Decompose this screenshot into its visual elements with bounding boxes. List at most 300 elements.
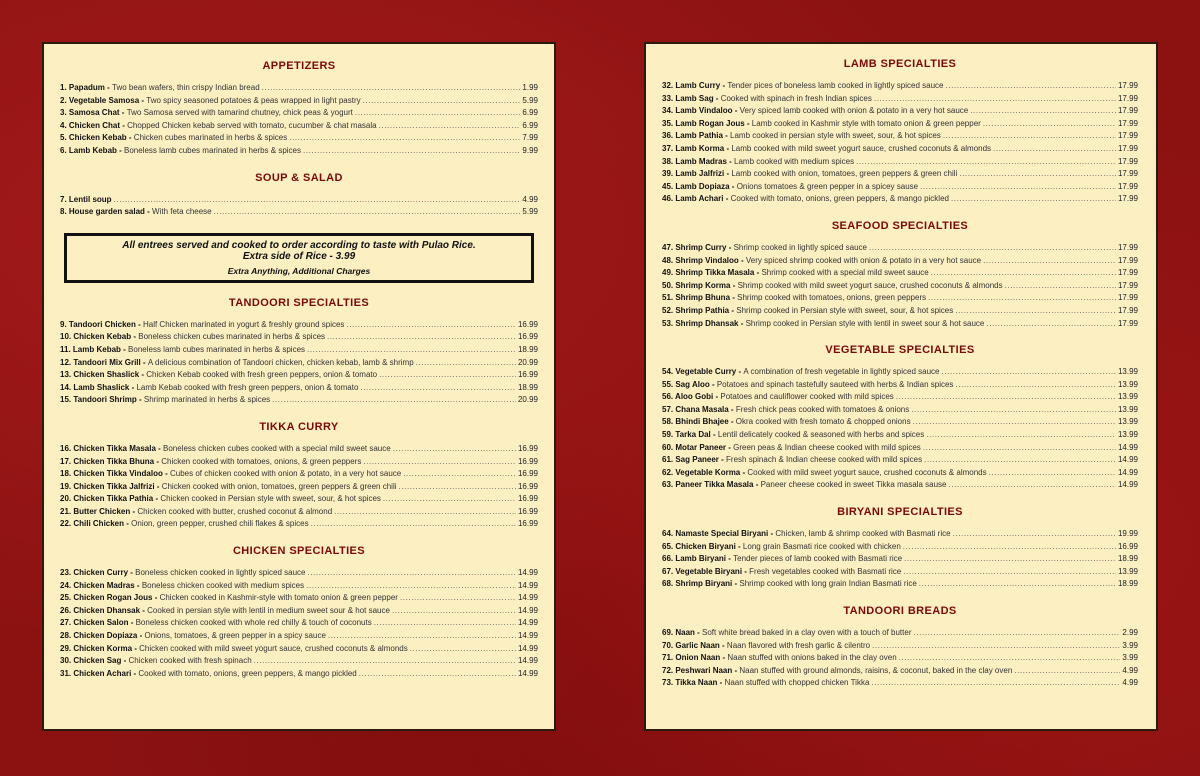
separator: -	[154, 456, 162, 466]
menu-item-name: 39. Lamb Jalfrizi	[662, 169, 725, 179]
separator: -	[128, 568, 136, 578]
dot-leader	[942, 366, 1116, 379]
menu-item-price: 14.99	[517, 568, 538, 578]
menu-item-description: Shrimp cooked in Persian style with lentil in sweet sour & hot sauce	[745, 318, 985, 328]
menu-item	[662, 404, 1138, 417]
menu-item	[60, 617, 538, 630]
separator: -	[726, 442, 734, 452]
dot-leader	[953, 528, 1116, 541]
dot-leader	[379, 369, 516, 382]
menu-item-name: 54. Vegetable Curry	[662, 367, 737, 377]
dot-leader	[262, 82, 521, 95]
menu-item-name: 21. Butter Chicken	[60, 506, 131, 516]
separator: -	[717, 678, 725, 688]
menu-item-price: 13.99	[1117, 367, 1138, 377]
dot-leader	[856, 156, 1116, 169]
separator: -	[713, 392, 721, 402]
menu-item	[662, 168, 1138, 181]
menu-item-name: 63. Paneer Tikka Masala	[662, 480, 754, 490]
dot-leader	[214, 206, 521, 219]
section-breads	[662, 605, 1138, 690]
menu-item	[60, 580, 538, 593]
dot-leader	[959, 168, 1116, 181]
menu-item	[662, 255, 1138, 268]
dot-leader	[993, 143, 1116, 156]
section-title: BIRYANI SPECIALTIES	[837, 506, 963, 519]
entree-note-line1: All entrees served and cooked to order according to taste with Pulao Rice.	[122, 239, 476, 251]
menu-item	[60, 630, 538, 643]
menu-item-description: Cooked with tomato, onions, green peppers, & mango pickled	[730, 194, 949, 204]
menu-item-price: 14.99	[517, 643, 538, 653]
dot-leader	[989, 467, 1116, 480]
menu-item-name: 4. Chicken Chat	[60, 120, 121, 130]
menu-item-price: 16.99	[517, 519, 538, 529]
menu-item-name: 18. Chicken Tikka Vindaloo	[60, 469, 163, 479]
menu-item-description: Long grain Basmati rice cooked with chicken	[742, 541, 901, 551]
menu-item-description: Onions tomatoes & green pepper in a spicey sause	[736, 181, 919, 191]
menu-item-price: 17.99	[1117, 143, 1138, 153]
dot-leader	[943, 130, 1116, 143]
dot-leader	[363, 456, 516, 469]
separator: -	[735, 541, 743, 551]
section-soup-salad	[60, 172, 538, 219]
menu-item-name: 27. Chicken Salon	[60, 618, 129, 628]
menu-item-price: 16.99	[517, 506, 538, 516]
menu-item	[662, 280, 1138, 293]
menu-item-description: Shrimp cooked with long grain Indian Basmati rice	[739, 579, 917, 589]
menu-item-name: 11. Lamb Kebab	[60, 344, 121, 354]
menu-item-name: 23. Chicken Curry	[60, 568, 129, 578]
menu-item-description: Boneless chicken cooked in lightly spiced sauce	[135, 568, 306, 578]
entree-note-line2: Extra side of Rice - 3.99	[242, 250, 356, 262]
menu-item-description: Tender pices of boneless lamb cooked in lightly spiced sauce	[727, 81, 944, 90]
menu-item	[662, 318, 1138, 331]
separator: -	[119, 108, 127, 118]
menu-item-price: 17.99	[1117, 106, 1138, 116]
dot-leader	[307, 567, 516, 580]
menu-item-price: 16.99	[517, 443, 538, 453]
menu-item-description: Shrimp marinated in herbs & spices	[143, 395, 271, 405]
dot-leader	[919, 578, 1116, 591]
menu-item-price: 2.99	[1122, 628, 1138, 637]
menu-item-name: 33. Lamb Sag	[662, 93, 714, 103]
menu-item-price: 18.99	[517, 344, 538, 354]
menu-item-description: Boneless lamb cubes marinated in herbs & spices	[128, 344, 306, 354]
menu-item-description: Lamb cooked with medium spices	[734, 156, 855, 166]
dot-leader	[254, 655, 516, 668]
menu-item-price: 13.99	[1117, 404, 1138, 414]
separator: -	[719, 640, 727, 650]
menu-item	[60, 668, 538, 681]
separator: -	[726, 242, 734, 252]
separator: -	[120, 120, 128, 130]
menu-item-name: 19. Chicken Tikka Jalfrizi	[60, 481, 155, 491]
menu-item-price: 1.99	[522, 83, 538, 92]
section-title: LAMB SPECIALTIES	[843, 58, 957, 70]
menu-item-price: 3.99	[1122, 640, 1138, 650]
menu-item-description: Shrimp cooked with a special mild sweet sauce	[761, 268, 929, 278]
menu-item-name: 58. Bhindi Bhajee	[662, 417, 729, 427]
menu-item	[662, 391, 1138, 404]
menu-item-price: 14.99	[1117, 467, 1138, 477]
section-title: TIKKA CURRY	[259, 420, 339, 433]
section-title: VEGETABLE SPECIALTIES	[825, 344, 975, 357]
menu-item-description: Two spicy seasoned potatoes & peas wrapped in light pastry	[146, 95, 361, 105]
separator: -	[152, 593, 160, 603]
menu-item-description: Two Samosa served with tamarind chutney, chick peas & yogurt	[126, 108, 353, 118]
dot-leader	[983, 255, 1116, 268]
separator: -	[738, 318, 746, 328]
menu-item	[60, 82, 538, 95]
separator: -	[732, 665, 740, 675]
menu-item-price: 14.99	[517, 580, 538, 590]
menu-item-price: 14.99	[517, 618, 538, 628]
separator: -	[120, 344, 129, 354]
menu-item	[662, 143, 1138, 156]
menu-item	[60, 331, 538, 344]
section-lamb	[662, 58, 1138, 206]
section-title: TANDOORI SPECIALTIES	[228, 296, 370, 309]
dot-leader	[359, 668, 516, 681]
dot-leader	[923, 442, 1116, 455]
menu-item-price: 14.99	[517, 668, 538, 678]
menu-item	[662, 467, 1138, 480]
dot-leader	[383, 493, 516, 506]
menu-item-name: 17. Chicken Tikka Bhuna	[60, 456, 155, 466]
dot-leader	[360, 382, 516, 395]
menu-item-name: 15. Tandoori Shrimp	[60, 395, 137, 405]
menu-item-name: 31. Chicken Achari	[60, 668, 132, 678]
dot-leader	[363, 95, 521, 108]
menu-item-price: 4.99	[522, 194, 538, 204]
menu-item-name: 12. Tandoori Mix Grill	[60, 357, 141, 367]
dot-leader	[874, 93, 1116, 106]
section-title: SOUP & SALAD	[255, 171, 343, 184]
menu-item	[662, 366, 1138, 379]
menu-item	[662, 454, 1138, 467]
menu-item-description: Okra cooked with fresh tomato & chopped onions	[735, 417, 911, 427]
separator: -	[154, 481, 162, 491]
separator: -	[718, 455, 727, 465]
menu-item-name: 20. Chicken Tikka Pathia	[60, 494, 154, 504]
menu-item	[60, 145, 538, 158]
menu-item-price: 13.99	[1117, 392, 1138, 402]
menu-item-description: Shrimp cooked in Persian style with sweet, sour, & hot spices	[736, 305, 954, 315]
separator: -	[155, 443, 164, 453]
menu-item-price: 14.99	[517, 593, 538, 603]
menu-item-price: 5.99	[522, 95, 538, 105]
menu-item-name: 32. Lamb Curry	[662, 81, 721, 90]
entree-note-line3: Extra Anything, Additional Charges	[227, 265, 371, 276]
dot-leader	[410, 643, 516, 656]
menu-item-description: Chicken cooked in Kashmir-style with tomato onion & green pepper	[159, 593, 398, 603]
menu-item-price: 13.99	[1117, 566, 1138, 576]
separator: -	[729, 305, 737, 315]
menu-item-description: Cooked with spinach in fresh Indian spices	[720, 93, 872, 103]
menu-item	[662, 305, 1138, 318]
menu-item	[60, 481, 538, 494]
menu-item	[662, 379, 1138, 392]
dot-leader	[913, 416, 1116, 429]
menu-item-name: 37. Lamb Korma	[662, 143, 725, 153]
menu-item-description: Naan stuffed with onions baked in the clay oven	[727, 653, 897, 663]
menu-item-description: Lentil delicately cooked & seasoned with herbs and spices	[717, 430, 925, 440]
menu-item	[60, 394, 538, 407]
menu-item	[662, 528, 1138, 541]
menu-item-description: Chicken cooked with butter, crushed coconut & almond	[137, 506, 333, 516]
dot-leader	[1014, 665, 1120, 678]
dot-leader	[983, 118, 1116, 131]
menu-item	[60, 605, 538, 618]
menu-item-description: Lamb cooked with onion, tomatoes, green peppers & green chili	[731, 169, 958, 179]
menu-item-description: Half Chicken marinated in yogurt & freshly ground spices	[142, 319, 345, 329]
menu-item-price: 17.99	[1117, 93, 1138, 103]
menu-item-description: Fresh spinach & Indian cheese cooked with mild spices	[726, 455, 923, 465]
menu-item	[60, 194, 538, 207]
menu-item	[662, 80, 1138, 93]
separator: -	[728, 417, 736, 427]
menu-item	[662, 181, 1138, 194]
dot-leader	[931, 267, 1116, 280]
menu-item	[662, 118, 1138, 131]
menu-item-description: Boneless chicken cubes marinated in herbs & spices	[138, 332, 326, 342]
separator: -	[740, 467, 748, 477]
menu-item	[662, 566, 1138, 579]
separator: -	[726, 554, 734, 564]
menu-item	[662, 429, 1138, 442]
dot-leader	[986, 318, 1116, 331]
menu-item	[60, 206, 538, 219]
separator: -	[724, 169, 732, 179]
menu-item-name: 8. House garden salad	[60, 207, 145, 217]
menu-item	[662, 292, 1138, 305]
dot-leader	[904, 553, 1116, 566]
dot-leader	[311, 518, 516, 531]
menu-item	[662, 130, 1138, 143]
menu-item-name: 48. Shrimp Vindaloo	[662, 255, 739, 265]
dot-leader	[926, 429, 1116, 442]
separator: -	[131, 668, 139, 678]
menu-item-price: 16.99	[517, 469, 538, 479]
menu-item-price: 4.99	[1122, 665, 1138, 675]
menu-item-description: Fresh chick peas cooked with tomatoes & onions	[735, 404, 910, 414]
menu-item-name: 66. Lamb Biryani	[662, 554, 727, 564]
menu-item-price: 13.99	[1117, 417, 1138, 427]
menu-item-name: 29. Chicken Korma	[60, 643, 133, 653]
menu-item-description: Chicken cooked with tomatoes, onions, & green peppers	[161, 456, 362, 466]
separator: -	[744, 118, 752, 128]
separator: -	[140, 357, 148, 367]
menu-item-name: 2. Vegetable Samosa	[60, 95, 140, 105]
dot-leader	[955, 305, 1116, 318]
separator: -	[768, 529, 776, 539]
menu-item-description: Chicken Kebab cooked with fresh green peppers, onion & tomato	[146, 370, 378, 380]
menu-item	[60, 567, 538, 580]
dot-leader	[272, 394, 516, 407]
menu-item-name: 1. Papadum	[60, 83, 105, 92]
menu-item-price: 17.99	[1117, 194, 1138, 204]
menu-item	[662, 105, 1138, 118]
separator: -	[139, 95, 147, 105]
menu-item	[60, 382, 538, 395]
menu-item-price: 20.99	[517, 357, 538, 367]
menu-item	[60, 95, 538, 108]
menu-item-description: Cubes of chicken cooked with onion & potato, in a very hot sauce	[169, 469, 402, 479]
menu-item-price: 17.99	[1117, 305, 1138, 315]
menu-item-description: Chicken cooked in Persian style with sweet, sour, & hot spices	[160, 494, 381, 504]
menu-item-price: 17.99	[1117, 81, 1138, 90]
menu-item-name: 13. Chicken Shaslick	[60, 370, 140, 380]
dot-leader	[903, 541, 1116, 554]
dot-leader	[911, 404, 1116, 417]
menu-item-description: Lamb cooked in Kashmir style with tomato onion & green pepper	[751, 118, 981, 128]
separator: -	[104, 83, 113, 92]
menu-item-name: 38. Lamb Madras	[662, 156, 727, 166]
menu-item-name: 62. Vegetable Korma	[662, 467, 741, 477]
separator: -	[709, 379, 717, 389]
menu-item-name: 53. Shrimp Dhansak	[662, 318, 739, 328]
menu-item	[662, 652, 1138, 665]
separator: -	[124, 519, 132, 529]
menu-item	[60, 369, 538, 382]
menu-item-name: 34. Lamb Vindaloo	[662, 106, 733, 116]
section-title: TANDOORI BREADS	[843, 605, 957, 617]
separator: -	[720, 653, 728, 663]
dot-leader	[114, 194, 521, 207]
menu-item-price: 14.99	[517, 631, 538, 641]
dot-leader	[379, 120, 521, 133]
menu-item	[662, 442, 1138, 455]
menu-item-price: 17.99	[1117, 242, 1138, 252]
menu-item-name: 64. Namaste Special Biryani	[662, 529, 769, 539]
separator: -	[726, 156, 735, 166]
menu-item	[60, 655, 538, 668]
separator: -	[135, 319, 143, 329]
menu-item-name: 69. Naan	[662, 628, 695, 637]
menu-item-price: 14.99	[517, 605, 538, 615]
separator: -	[694, 628, 703, 637]
menu-item-price: 16.99	[517, 319, 538, 329]
menu-item-description: Chicken cooked with fresh spinach	[128, 656, 252, 666]
menu-item-price: 17.99	[1117, 255, 1138, 265]
dot-leader	[346, 319, 516, 332]
dot-leader	[374, 617, 516, 630]
menu-item-price: 17.99	[1117, 318, 1138, 328]
menu-item-description: Very spiced lamb cooked with onion & potato in a very hot sauce	[739, 106, 969, 116]
separator: -	[728, 404, 736, 414]
menu-item-price: 17.99	[1117, 118, 1138, 128]
separator: -	[738, 255, 746, 265]
menu-item	[662, 665, 1138, 678]
menu-item-description: Soft white bread baked in a clay oven with a touch of butter	[702, 628, 912, 637]
separator: -	[742, 566, 750, 576]
menu-item-price: 6.99	[522, 108, 538, 118]
menu-item-description: Onions, tomatoes, & green pepper in a spicy sauce	[144, 631, 326, 641]
menu-item	[60, 107, 538, 120]
dot-leader	[303, 145, 520, 158]
separator: -	[753, 480, 761, 490]
menu-item-description: A delicious combination of Tandoori chicken, chicken kebab, lamb & shrimp	[147, 357, 414, 367]
menu-item-description: Onion, green pepper, crushed chili flakes & spices	[131, 519, 309, 529]
menu-item-description: Paneer cheese cooked in sweet Tikka masala sause	[760, 480, 947, 490]
dot-leader	[948, 479, 1116, 492]
menu-item-price: 18.99	[517, 382, 538, 392]
section-title: APPETIZERS	[262, 60, 336, 72]
menu-item-description: Tender pieces of lamb cooked with Basmati rice	[733, 554, 903, 564]
dot-leader	[327, 331, 516, 344]
menu-item-name: 59. Tarka Dal	[662, 430, 711, 440]
menu-item-name: 49. Shrimp Tikka Masala	[662, 268, 755, 278]
menu-item-name: 47. Shrimp Curry	[662, 242, 727, 252]
menu-item	[662, 479, 1138, 492]
section-vegetable	[662, 344, 1138, 492]
separator: -	[732, 579, 740, 589]
menu-item-name: 3. Samosa Chat	[60, 108, 120, 118]
menu-item-description: Fresh vegetables cooked with Basmati rice	[749, 566, 902, 576]
menu-item-price: 16.99	[517, 370, 538, 380]
dot-leader	[393, 443, 516, 456]
dot-leader	[307, 344, 516, 357]
menu-item	[60, 456, 538, 469]
dot-leader	[869, 242, 1116, 255]
menu-item-name: 35. Lamb Rogan Jous	[662, 118, 745, 128]
dot-leader	[899, 652, 1121, 665]
menu-item-price: 17.99	[1117, 280, 1138, 290]
menu-item-description: Naan flavored with fresh garlic & cilentro	[726, 640, 871, 650]
menu-item-description: Cooked with tomato, onions, green peppers, & mango pickled	[138, 668, 357, 678]
menu-item-name: 60. Motar Paneer	[662, 442, 727, 452]
menu-item-description: Shrimp cooked with tomatoes, onions, green peppers	[737, 293, 927, 303]
menu-item	[60, 643, 538, 656]
separator: -	[144, 207, 153, 217]
dot-leader	[392, 605, 516, 618]
menu-page-left	[42, 42, 556, 731]
dot-leader	[355, 107, 521, 120]
menu-page-right	[644, 42, 1158, 731]
dot-leader	[416, 357, 516, 370]
separator: -	[140, 605, 148, 615]
menu-item-price: 16.99	[1117, 541, 1138, 551]
menu-item-name: 52. Shrimp Pathia	[662, 305, 730, 315]
menu-item-price: 13.99	[1117, 430, 1138, 440]
separator: -	[126, 133, 134, 143]
separator: -	[134, 580, 142, 590]
menu-item-name: 9. Tandoori Chicken	[60, 319, 136, 329]
menu-item-price: 14.99	[1117, 455, 1138, 465]
menu-item	[662, 677, 1138, 690]
menu-item-description: Very spiced shrimp cooked with onion & potato in a very hot sauce	[745, 255, 982, 265]
menu-item-price: 18.99	[1117, 579, 1138, 589]
menu-item-price: 20.99	[517, 395, 538, 405]
menu-item-name: 65. Chicken Biryani	[662, 541, 736, 551]
menu-item-description: Naan stuffed with ground almonds, raisins, & coconut, baked in the clay oven	[739, 665, 1013, 675]
dot-leader	[871, 677, 1120, 690]
dot-leader	[920, 181, 1116, 194]
section-title: CHICKEN SPECIALTIES	[232, 545, 366, 558]
separator: -	[730, 280, 738, 290]
separator: -	[136, 395, 144, 405]
separator: -	[121, 656, 129, 666]
menu-item	[60, 592, 538, 605]
menu-item-name: 28. Chicken Dopiaza	[60, 631, 138, 641]
menu-item	[60, 357, 538, 370]
menu-item	[60, 493, 538, 506]
separator: -	[724, 143, 732, 153]
menu-item-description: Chicken cooked with onion, tomatoes, green peppers & green chili	[161, 481, 397, 491]
separator: -	[732, 106, 740, 116]
separator: -	[722, 131, 731, 141]
menu-item	[662, 93, 1138, 106]
